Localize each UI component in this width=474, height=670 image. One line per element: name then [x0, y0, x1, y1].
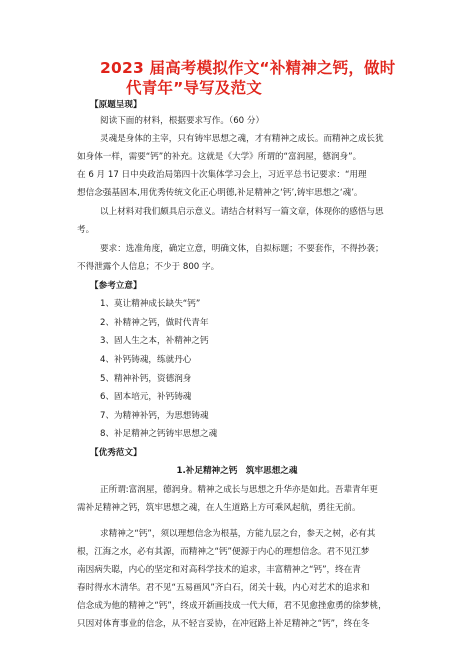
- document-title-line-2: 代青年”导写及范文: [126, 79, 262, 97]
- idea-item: 4、补钙铸魂，练就丹心: [100, 355, 192, 365]
- essay-paragraph-line: 根，江海之水，必有其源，而精神之“钙”便源于内心的理想信念。君不见江梦: [77, 547, 370, 557]
- instruction-text: 阅读下面的材料，根据要求写作。（60 分）: [100, 116, 265, 126]
- essay-paragraph-line: 需补足精神之钙，筑牢思想之魂，在人生道路上方可乘风起航，勇往无前。: [77, 503, 361, 513]
- idea-item: 2、补精神之钙，做时代青年: [100, 318, 209, 328]
- idea-item: 8、补足精神之钙铸牢思想之魂: [100, 429, 218, 439]
- essay-paragraph-line: 春时得水木清华。君不见“五易画风”齐白石，闭关十载，内心对艺术的追求和: [77, 583, 370, 593]
- essay-paragraph-line: 信念成为他的精神之“钙”，终成开新画技成一代大师，君不见愈挫愈勇的徐梦桃，: [77, 601, 387, 611]
- material-paragraph-line: 如身体一样，需要“钙”的补充。这就是《大学》所谓的“富润屋，德润身”。: [77, 152, 362, 162]
- material-paragraph-line: 考。: [77, 225, 95, 235]
- requirements-line: 不得泄露个人信息；不少于 800 字。: [77, 262, 220, 272]
- essay-paragraph-line: 求精神之“钙”，须以理想信念为根基，方能九层之台，参天之树，必有其: [100, 529, 376, 539]
- material-paragraph-line: 以上材料对我们颇具启示意义。请结合材料写一篇文章，体现你的感悟与思: [100, 207, 384, 217]
- essay-paragraph-line: 南因病失聪，内心的坚定和对高科学技术的追求，丰富精神之“钙”，终在青: [77, 565, 361, 575]
- idea-item: 7、为精神补钙，为思想铸魂: [100, 411, 209, 421]
- document-title-line-1: 2023 届高考模拟作文“补精神之钙，做时: [100, 59, 396, 77]
- idea-item: 3、固人生之本，补精神之钙: [100, 336, 209, 346]
- idea-item: 6、固本培元，补钙铸魂: [100, 392, 192, 402]
- idea-item: 5、精神补钙，资德润身: [100, 374, 192, 384]
- material-paragraph-line: 灵魂是身体的主宰，只有铸牢思想之魂，才有精神之成长。而精神之成长犹: [100, 134, 384, 144]
- essay-paragraph-line: 正所谓:富润屋，德润身。精神之成长与思想之升华亦是如此。吾辈青年更: [100, 485, 378, 495]
- requirements-line: 要求：选准角度，确定立意，明确文体，自拟标题；不要套作，不得抄袭；: [100, 244, 384, 254]
- essay-title: 1.补足精神之钙 筑牢思想之魂: [176, 466, 298, 476]
- section-heading-ideas: 【参考立意】: [90, 281, 142, 291]
- section-heading-essay: 【优秀范文】: [90, 448, 142, 458]
- idea-item: 1、莫让精神成长缺失“钙”: [100, 299, 201, 309]
- section-heading-problem: 【原题呈现】: [90, 100, 142, 110]
- material-paragraph-line: 在 6 月 17 日中央政治局第四十次集体学习会上，习近平总书记要求：“用理: [77, 170, 367, 180]
- essay-paragraph-line: 只因对体育事业的信念，从不轻言妥协，在冲冠路上补足精神之“钙”，终在冬: [77, 619, 370, 629]
- material-paragraph-line: 想信念强基固本,用优秀传统文化正心明德,补足精神之‘钙’,铸牢思想之‘魂’。: [77, 188, 363, 198]
